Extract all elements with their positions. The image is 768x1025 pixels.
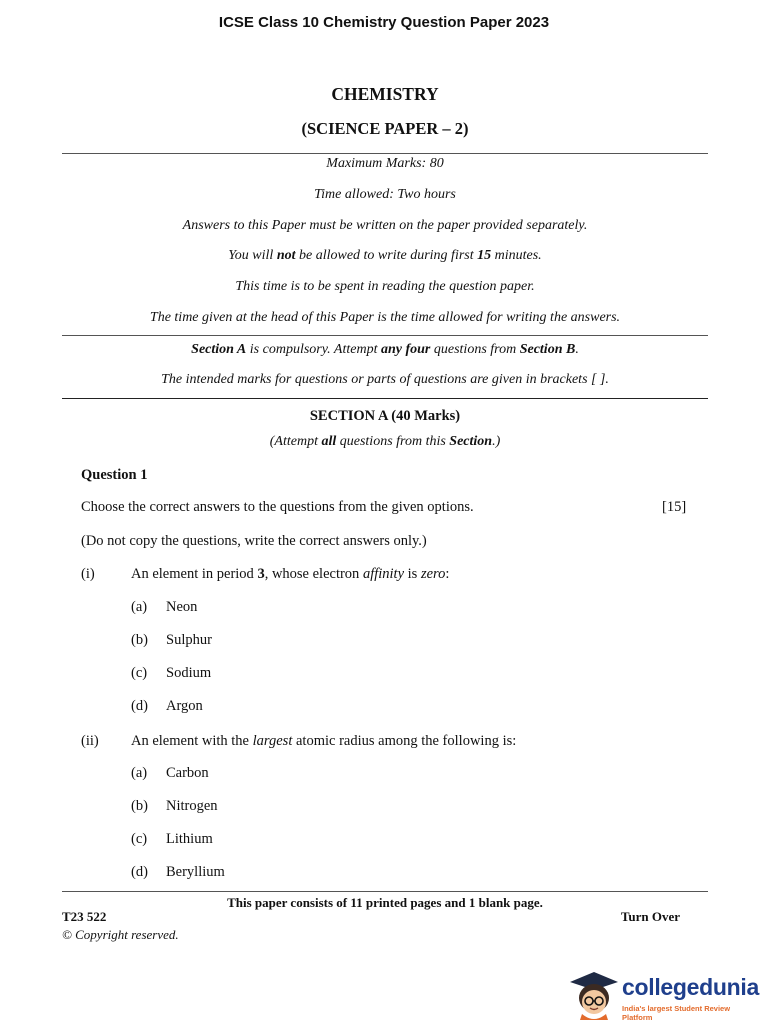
student-mascot-icon — [566, 968, 620, 1020]
option-label: (a) — [131, 599, 148, 615]
divider — [62, 153, 708, 154]
marks-note: The intended marks for questions or parts of questions are given in brackets [ ]. — [161, 372, 609, 387]
instruction-answers: Answers to this Paper must be written on the paper provided separately. — [182, 218, 588, 233]
paper-subtitle: (SCIENCE PAPER – 2) — [301, 119, 469, 138]
instruction-reading: This time is to be spent in reading the question paper. — [235, 279, 535, 294]
question-note: (Do not copy the questions, write the correct answers only.) — [81, 533, 427, 549]
option-text: Carbon — [166, 765, 209, 781]
paper-code: T23 522 — [62, 909, 107, 924]
time-allowed: Time allowed: Two hours — [314, 187, 456, 202]
collegedunia-logo — [566, 968, 759, 1022]
option-label: (c) — [131, 665, 148, 681]
divider — [62, 335, 708, 336]
option-text: Lithium — [166, 831, 213, 847]
max-marks: Maximum Marks: 80 — [326, 156, 444, 171]
option-label: (b) — [131, 632, 148, 648]
option-text: Sulphur — [166, 632, 212, 648]
option-text: Sodium — [166, 665, 212, 681]
option-label: (c) — [131, 831, 148, 847]
question-instruction: Choose the correct answers to the questions from the given options. — [81, 499, 474, 515]
logo-tagline: India's largest Student Review Platform — [622, 1004, 731, 1022]
option-label: (a) — [131, 765, 148, 781]
option-label: (b) — [131, 798, 148, 814]
turn-over: Turn Over — [620, 909, 680, 924]
page-banner: ICSE Class 10 Chemistry Question Paper 2023 — [218, 14, 550, 31]
option-text: Argon — [166, 698, 203, 714]
divider — [62, 398, 708, 399]
option-label: (d) — [131, 698, 148, 714]
divider — [62, 891, 708, 892]
part-question: An element in period 3, whose electron affinity is zero: — [131, 566, 450, 582]
paper-title: CHEMISTRY — [331, 84, 439, 104]
option-text: Neon — [166, 599, 198, 615]
section-a-heading: SECTION A (40 Marks) — [309, 408, 461, 424]
option-label: (d) — [131, 864, 148, 880]
section-a-attempt: (Attempt all questions from this Section.) — [269, 434, 501, 449]
logo-wordmark: collegedunia — [622, 974, 759, 1000]
instruction-reading-time: You will not be allowed to write during first 15 minutes. — [228, 248, 542, 263]
question-label: Question 1 — [81, 467, 148, 483]
instruction-writing-time: The time given at the head of this Paper is the time allowed for writing the answers. — [149, 310, 621, 325]
question-marks: [15] — [662, 499, 687, 515]
section-instruction: Section A is compulsory. Attempt any four questions from Section B. — [191, 342, 579, 357]
copyright: © Copyright reserved. — [62, 927, 179, 942]
part-number: (ii) — [81, 733, 99, 749]
option-text: Beryllium — [166, 864, 225, 880]
part-question: An element with the largest atomic radius among the following is: — [131, 733, 517, 749]
page-count-note: This paper consists of 11 printed pages and 1 blank page. — [227, 895, 543, 910]
option-text: Nitrogen — [166, 798, 218, 814]
part-number: (i) — [81, 566, 95, 582]
